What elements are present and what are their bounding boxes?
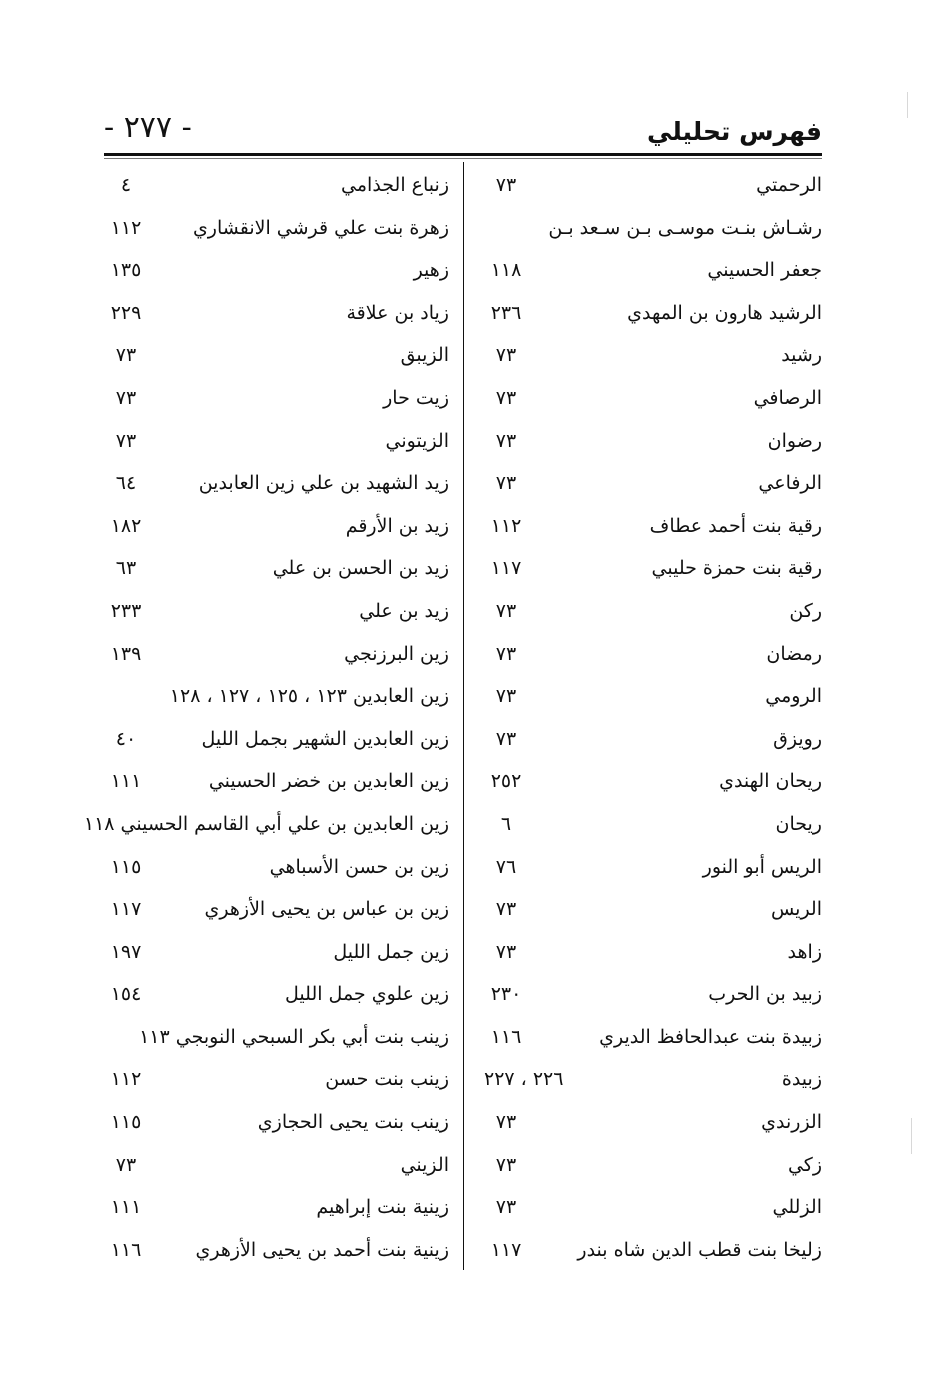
entry-name: زيد بن علي	[359, 599, 449, 622]
entry-name: الرفاعي	[758, 472, 822, 495]
entry-name: زليخا بنت قطب الدين شاه بندر	[577, 1238, 822, 1261]
index-entry	[484, 1058, 822, 1101]
entry-name: رشيد	[781, 344, 822, 367]
page-header	[104, 108, 822, 152]
index-entry	[83, 803, 449, 846]
running-title: فهرس تحليلي	[647, 117, 822, 146]
index-entry	[104, 675, 449, 718]
entry-page-numbers: ١١٢	[490, 514, 522, 537]
entry-name: رقية بنت حمزة حليبي	[651, 557, 822, 580]
entry-name: ريحان	[775, 812, 822, 835]
entry-name: زين جمل الليل	[333, 940, 449, 963]
entry-page-numbers: ٧٣	[495, 174, 517, 196]
entry-page-numbers: ٧٣	[495, 898, 517, 921]
entry-page-numbers: ١١٦	[490, 1025, 522, 1048]
index-entry	[104, 292, 449, 335]
entry-name: الزيني	[400, 1153, 449, 1176]
index-entry	[484, 760, 822, 803]
index-entry	[484, 1186, 822, 1229]
index-entry	[104, 1016, 449, 1059]
entry-name: الرصافي	[753, 386, 822, 409]
entry-name: زيد بن الأرقم	[345, 514, 449, 537]
index-entry	[484, 846, 822, 889]
entry-page-numbers: ٦٣	[115, 557, 137, 580]
entry-page-numbers: ٧٣	[495, 472, 517, 495]
index-entry	[484, 888, 822, 931]
index-entry	[104, 590, 449, 633]
index-entry	[484, 973, 822, 1016]
index-entry	[104, 1058, 449, 1101]
index-entry	[104, 846, 449, 889]
index-entry	[484, 547, 822, 590]
entry-page-numbers: ١١٧	[110, 898, 142, 921]
entry-name: الريس	[770, 898, 822, 921]
index-entry	[484, 718, 822, 761]
entry-name: الرشيد هارون بن المهدي	[627, 301, 822, 324]
index-column-right	[484, 164, 822, 1271]
index-entry	[104, 718, 449, 761]
index-entry	[484, 590, 822, 633]
entry-page-numbers: ١٣٥	[110, 259, 142, 282]
index-entry	[484, 1229, 822, 1272]
entry-page-numbers: ٧٣	[495, 685, 517, 708]
index-column-left	[83, 164, 449, 1271]
index-entry	[484, 164, 822, 207]
entry-page-numbers: ٧٣	[115, 386, 137, 409]
index-entry	[484, 931, 822, 974]
entry-name: الزللي	[772, 1196, 822, 1219]
entry-page-numbers: ١٥٤	[110, 983, 142, 1006]
index-entry	[104, 633, 449, 676]
header-rule-thin	[104, 158, 822, 159]
index-entry	[484, 420, 822, 463]
index-entry	[484, 1016, 822, 1059]
entry-page-numbers: ١١٨	[490, 259, 522, 282]
index-entry	[104, 888, 449, 931]
entry-name: زين العابدين الشهير بجمل الليل	[201, 727, 449, 750]
entry-name: زينب بنت أبي بكر السبحي النوبجي ١١٣	[139, 1025, 449, 1048]
entry-name: الزيبق	[400, 344, 449, 367]
entry-name: زين العابدين بن علي أبي القاسم الحسيني ١١٨	[83, 812, 449, 835]
entry-page-numbers: ١٣٩	[110, 642, 142, 665]
index-entry	[484, 207, 822, 250]
entry-page-numbers: ١٩٧	[110, 940, 142, 963]
index-entry	[484, 292, 822, 335]
index-entry	[484, 1101, 822, 1144]
index-entry	[484, 462, 822, 505]
index-entry	[104, 547, 449, 590]
entry-page-numbers: ١١٥	[110, 855, 142, 878]
entry-page-numbers: ٧٣	[495, 727, 517, 750]
entry-page-numbers: ١١٢	[110, 216, 142, 239]
entry-name: زيد بن الحسن بن علي	[272, 557, 449, 580]
entry-page-numbers: ٢٥٢	[490, 770, 522, 793]
entry-page-numbers: ٢٢٩	[110, 301, 142, 324]
entry-name: زبيد بن الحرب	[708, 983, 822, 1006]
index-entry	[104, 207, 449, 250]
entry-name: زهرة بنت علي قرشي الانقشاري	[192, 216, 449, 239]
entry-page-numbers: ١١١	[110, 770, 142, 793]
index-entry	[484, 249, 822, 292]
scan-margin-mark	[911, 1118, 912, 1154]
index-entry	[484, 633, 822, 676]
entry-page-numbers: ٢٣٠	[490, 983, 522, 1006]
entry-page-numbers: ١١٧	[490, 1238, 522, 1261]
column-divider	[463, 162, 464, 1270]
index-entry	[104, 164, 449, 207]
index-entry	[104, 760, 449, 803]
entry-name: زين البرزنجي	[344, 642, 449, 665]
entry-page-numbers: ٧٣	[495, 344, 517, 367]
entry-page-numbers: ٧٣	[495, 429, 517, 452]
entry-page-numbers: ٧٣	[495, 1111, 517, 1134]
entry-page-numbers: ٧٣	[115, 344, 137, 367]
entry-name: رضوان	[767, 429, 822, 452]
entry-name: زيت حار	[383, 386, 449, 409]
entry-page-numbers: ٧٣	[495, 1196, 517, 1219]
entry-page-numbers: ٢٢٦ ، ٢٢٧	[484, 1068, 564, 1091]
index-entry	[484, 377, 822, 420]
entry-name: زنباع الجذامي	[341, 174, 449, 196]
entry-page-numbers: ٦٤	[115, 472, 137, 495]
entry-name: الريس أبو النور	[702, 855, 822, 878]
entry-name: زينب بنت حسن	[325, 1068, 449, 1091]
index-entry	[104, 377, 449, 420]
entry-name: الزرندي	[761, 1111, 822, 1134]
page-number: - ٢٧٧ -	[104, 110, 192, 145]
entry-name: زهير	[413, 259, 449, 282]
entry-page-numbers: ٢٣٣	[110, 599, 142, 622]
entry-page-numbers: ٤٠	[115, 727, 137, 750]
entry-name: زينية بنت إبراهيم	[316, 1196, 449, 1219]
entry-name: زيد الشهيد بن علي زين العابدين	[198, 472, 449, 495]
entry-page-numbers: ١١٦	[110, 1238, 142, 1261]
entry-page-numbers: ٧٦	[495, 855, 517, 878]
index-entry	[484, 505, 822, 548]
entry-page-numbers: ٢٣٦	[490, 301, 522, 324]
entry-name: الزيتوني	[385, 429, 449, 452]
entry-name: رويزق	[773, 727, 822, 750]
entry-page-numbers: ٧٣	[115, 429, 137, 452]
index-entry	[104, 973, 449, 1016]
entry-name: ريحان الهندي	[719, 770, 822, 793]
index-entry	[104, 462, 449, 505]
entry-page-numbers: ١١٥	[110, 1111, 142, 1134]
index-entry	[104, 1101, 449, 1144]
index-entry	[104, 334, 449, 377]
entry-name: زبيدة	[781, 1068, 822, 1091]
index-entry	[104, 1186, 449, 1229]
entry-page-numbers: ٧٣	[495, 386, 517, 409]
index-entry	[104, 1229, 449, 1272]
index-entry	[484, 1144, 822, 1187]
index-entry	[484, 334, 822, 377]
index-entry	[104, 249, 449, 292]
entry-page-numbers: ٧٣	[115, 1153, 137, 1176]
entry-name: زين بن عباس بن يحيى الأزهري	[204, 898, 449, 921]
index-entry	[484, 803, 822, 846]
entry-name: زكي	[787, 1153, 822, 1176]
index-entry	[104, 1144, 449, 1187]
entry-page-numbers: ١٨٢	[110, 514, 142, 537]
entry-name: زين علوي جمل الليل	[285, 983, 449, 1006]
entry-name: رقية بنت أحمد عطاف	[649, 514, 822, 537]
entry-name: الرومي	[765, 685, 822, 708]
entry-name: زين العابدين بن خضر الحسيني	[208, 770, 449, 793]
entry-page-numbers: ٧٣	[495, 599, 517, 622]
entry-page-numbers: ١١١	[110, 1196, 142, 1219]
entry-page-numbers: ٧٣	[495, 1153, 517, 1176]
entry-name: زياد بن علاقة	[346, 301, 449, 324]
index-entry	[104, 931, 449, 974]
entry-page-numbers: ٧٣	[495, 642, 517, 665]
entry-name: الرحمتي	[756, 174, 822, 196]
entry-name: زبيدة بنت عبدالحافظ الديري	[599, 1025, 822, 1048]
entry-name: ركن	[789, 599, 822, 622]
entry-name: زين بن حسن الأسباهي	[269, 855, 449, 878]
entry-page-numbers: ١١٢	[110, 1068, 142, 1091]
entry-name: جعفر الحسيني	[707, 259, 822, 282]
index-entry	[104, 420, 449, 463]
entry-name: زينب بنت يحيى الحجازي	[257, 1111, 449, 1134]
scan-margin-mark	[907, 92, 908, 118]
entry-page-numbers: ١١٧	[490, 557, 522, 580]
entry-page-numbers: ٤	[120, 174, 132, 196]
index-entry	[104, 505, 449, 548]
entry-page-numbers: ٧٣	[495, 940, 517, 963]
entry-name: زين العابدين ١٢٣ ، ١٢٥ ، ١٢٧ ، ١٢٨	[169, 685, 449, 708]
entry-name: رشـاش بنـت موسـى بـن سـعد بـن	[548, 216, 822, 239]
entry-name: زاهد	[787, 940, 822, 963]
entry-page-numbers: ٦	[500, 812, 512, 835]
header-rule	[104, 153, 822, 156]
index-entry	[484, 675, 822, 718]
entry-name: زينية بنت أحمد بن يحيى الأزهري	[195, 1238, 449, 1261]
entry-name: رمضان	[766, 642, 822, 665]
